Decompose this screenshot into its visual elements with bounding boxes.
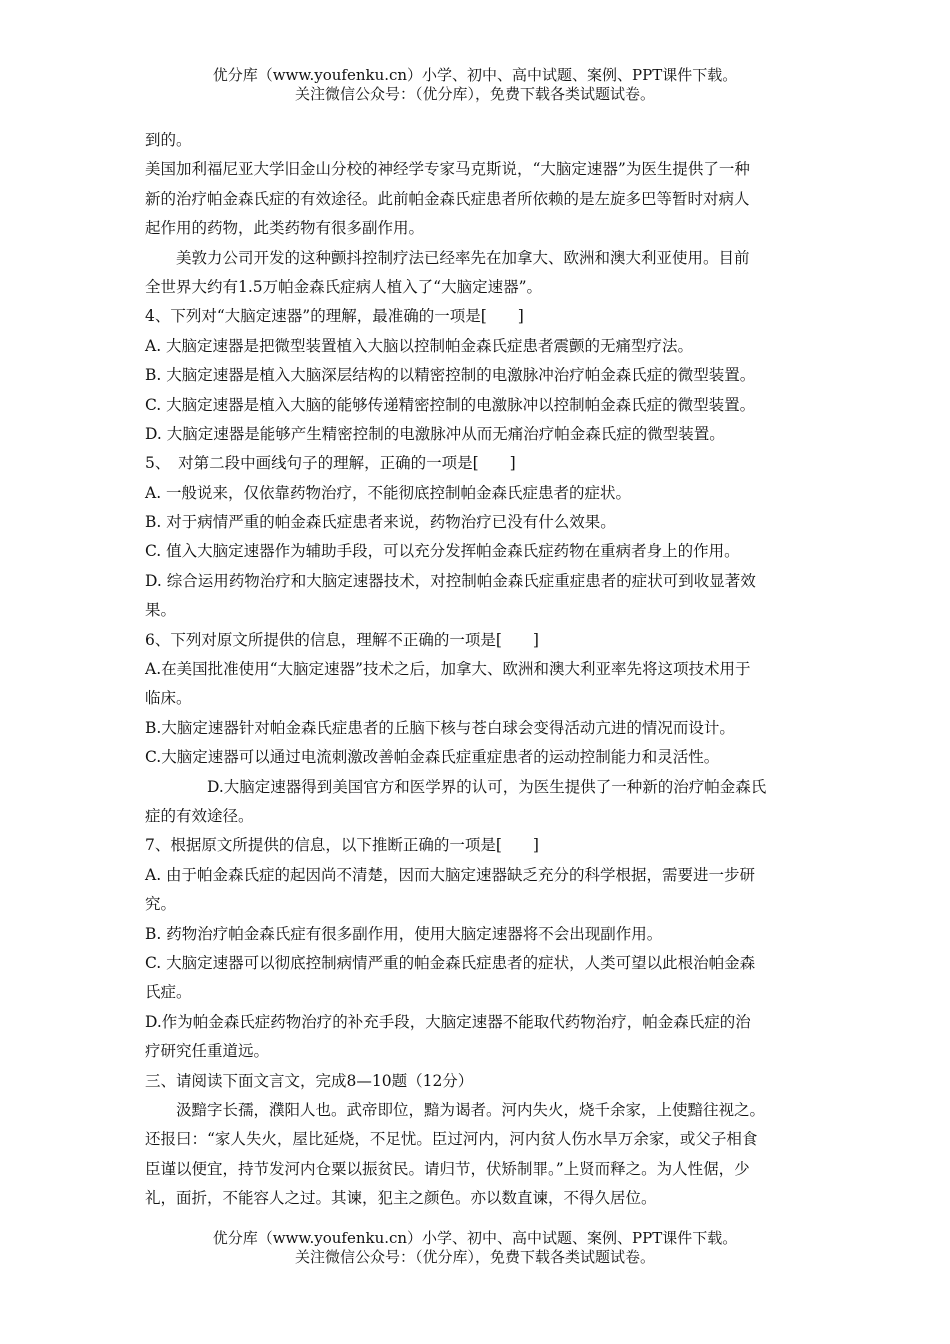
footer-line-1: 优分库（www.youfenku.cn）小学、初中、高中试题、案例、PPT课件下载。 [212, 1229, 738, 1247]
text-line: 新的治疗帕金森氏症的有效途径。此前帕金森氏症患者所依赖的是左旋多巴等暂时对病人 [145, 189, 750, 208]
text-line: 全世界大约有1.5万帕金森氏症病人植入了“大脑定速器”。 [145, 277, 542, 296]
text-line: 疗研究任重道远。 [145, 1042, 270, 1061]
question-6-option-a: A.在美国批准使用“大脑定速器”技术之后，加拿大、欧洲和澳大利亚率先将这项技术用于 [145, 660, 751, 679]
text-line: 果。 [145, 601, 177, 620]
question-7-option-a: A. 由于帕金森氏症的起因尚不清楚，因而大脑定速器缺乏充分的科学根据，需要进一步研 [145, 865, 756, 884]
text-line: 美国加利福尼亚大学旧金山分校的神经学专家马克斯说，“大脑定速器”为医生提供了一种 [145, 160, 750, 179]
question-6-option-c: C.大脑定速器可以通过电流刺激改善帕金森氏症重症患者的运动控制能力和灵活性。 [145, 748, 720, 767]
question-7-stem: 7、根据原文所提供的信息，以下推断正确的一项是[ ] [145, 836, 539, 855]
question-4-option-a: A. 大脑定速器是把微型装置植入大脑以控制帕金森氏症患者震颤的无痛型疗法。 [145, 336, 694, 355]
question-4-option-c: C. 大脑定速器是植入大脑的能够传递精密控制的电激脉冲以控制帕金森氏症的微型装置。 [145, 395, 756, 414]
text-line: 到的。 [145, 131, 192, 149]
question-6-option-b: B.大脑定速器针对帕金森氏症患者的丘脑下核与苍白球会变得活动亢进的情况而设计。 [145, 718, 735, 737]
question-5-option-b: B. 对于病情严重的帕金森氏症患者来说，药物治疗已没有什么效果。 [145, 513, 616, 532]
question-6-stem: 6、下列对原文所提供的信息，理解不正确的一项是[ ] [145, 630, 539, 649]
question-5-option-c: C. 值入大脑定速器作为辅助手段，可以充分发挥帕金森氏症药物在重病者身上的作用。 [145, 542, 740, 561]
text-line: 究。 [145, 895, 177, 914]
text-line: 美敦力公司开发的这种颤抖控制疗法已经率先在加拿大、欧洲和澳大利亚使用。目前 [176, 248, 750, 267]
question-4-stem: 4、下列对“大脑定速器”的理解，最准确的一项是[ ] [145, 307, 524, 326]
text-line: 起作用的药物，此类药物有很多副作用。 [145, 219, 425, 238]
footer-line-2: 关注微信公众号：（优分库），免费下载各类试题试卷。 [294, 1248, 655, 1266]
question-7-option-b: B. 药物治疗帕金森氏症有很多副作用，使用大脑定速器将不会出现副作用。 [145, 924, 663, 943]
question-4-option-d: D. 大脑定速器是能够产生精密控制的电激脉冲从而无痛治疗帕金森氏症的微型装置。 [145, 424, 725, 443]
question-5-option-a: A. 一般说来，仅依靠药物治疗，不能彻底控制帕金森氏症患者的症状。 [145, 483, 632, 502]
header-line-1: 优分库（www.youfenku.cn）小学、初中、高中试题、案例、PPT课件下载。 [212, 66, 738, 84]
text-line: 临床。 [145, 689, 192, 708]
header-line-2: 关注微信公众号：（优分库），免费下载各类试题试卷。 [294, 85, 655, 103]
question-6-option-d: D.大脑定速器得到美国官方和医学界的认可，为医生提供了一种新的治疗帕金森氏 [207, 777, 767, 796]
page-footer [0, 1229, 950, 1267]
text-line: 氏症。 [145, 983, 192, 1002]
question-4-option-b: B. 大脑定速器是植入大脑深层结构的以精密控制的电激脉冲治疗帕金森氏症的微型装置。 [145, 366, 756, 385]
page-header [0, 66, 950, 104]
section-three-heading: 三、请阅读下面文言文，完成8—10题（12分） [145, 1071, 474, 1090]
classical-text-line: 还报曰：“家人失火，屋比延烧，不足忧。臣过河内，河内贫人伤水旱万余家，或父子相食 [145, 1130, 758, 1149]
question-5-stem: 5、 对第二段中画线句子的理解，正确的一项是[ ] [145, 454, 516, 473]
classical-text-line: 礼，面折，不能容人之过。其谏，犯主之颜色。亦以数直谏，不得久居位。 [145, 1189, 657, 1208]
question-7-option-d: D.作为帕金森氏症药物治疗的补充手段，大脑定速器不能取代药物治疗，帕金森氏症的治 [145, 1012, 751, 1031]
classical-text-line: 臣谨以便宜，持节发河内仓粟以振贫民。请归节，伏矫制罪。”上贤而释之。为人性倨，少 [145, 1159, 750, 1178]
classical-text-line: 汲黯字长孺，濮阳人也。武帝即位，黯为谒者。河内失火，烧千余家，上使黯往视之。 [176, 1100, 766, 1119]
text-line: 症的有效途径。 [145, 806, 254, 825]
document-body [145, 126, 811, 1213]
question-5-option-d: D. 综合运用药物治疗和大脑定速器技术，对控制帕金森氏症重症患者的症状可到收显著效 [145, 571, 756, 590]
question-7-option-c: C. 大脑定速器可以彻底控制病情严重的帕金森氏症患者的症状，人类可望以此根治帕金森 [145, 953, 756, 972]
